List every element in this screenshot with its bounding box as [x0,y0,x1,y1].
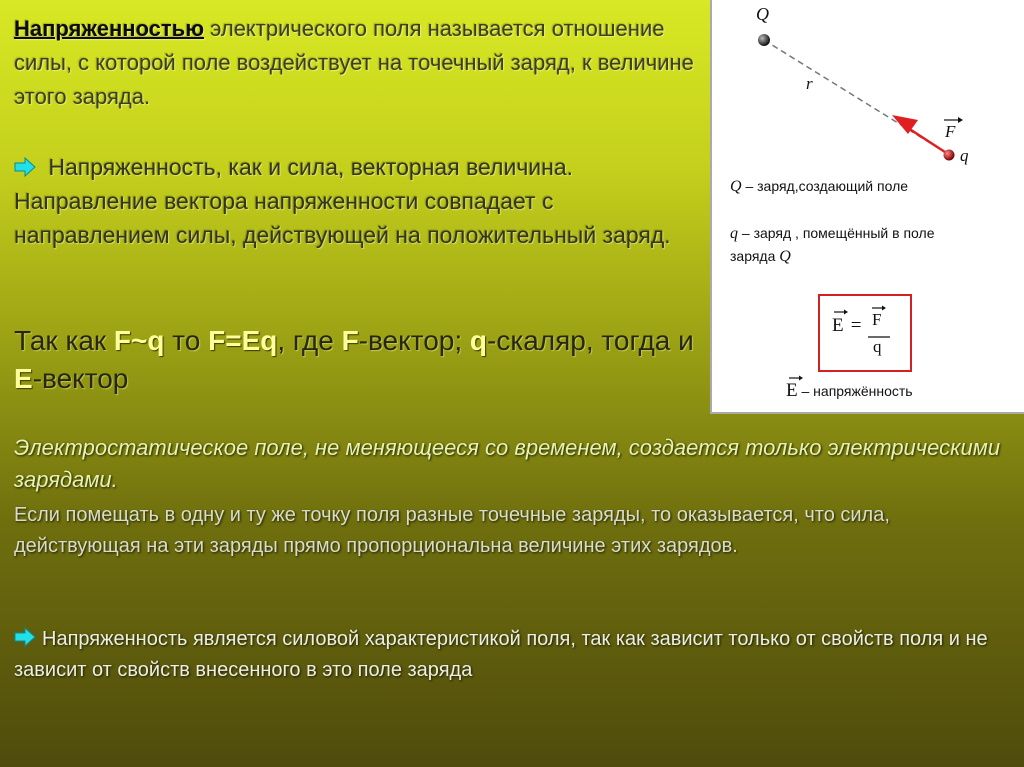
charge-Q [758,34,770,46]
F-vector-tip [958,117,963,123]
characteristic-text: Напряженность является силовой характеристикой поля, так как зависит только от свойств поля и не зависит от свойств внесенного в это поле заряда [14,628,988,681]
formula-text: -скаляр, тогда и [487,325,694,356]
vector-note-line1: Напряженность, как и сила, векторная величина. [42,154,574,180]
legend-q [730,222,934,268]
formula-E: E [832,315,844,336]
formula-denominator: q [873,337,882,356]
formula-equals: = [846,315,867,336]
characteristic-paragraph [14,624,1014,686]
proportionality-statement: Если помещать в одну и ту же точку поля разные точечные заряды, то оказывается, что сила, действующая на эти заряды прямо пропорциональна величине этих зарядов. [14,504,890,557]
vector-note-paragraph [14,150,704,252]
formula-text: -вектор [32,363,129,394]
formula-bold: F [341,325,359,356]
legend-E-text: – напряжённость [797,383,913,399]
legend-q-Q: Q [779,248,791,265]
legend-Q [730,178,908,196]
formula-text: то [164,325,209,356]
definition-paragraph [14,12,694,114]
formula-bold: E [14,363,33,394]
charge-q [944,150,955,161]
legend-q-symbol: q [730,225,738,242]
legend-q-text: – заряд , помещённый в поле [738,225,935,241]
vector-note-line2: Направление вектора напряженности совпадает с направлением силы, действующей на положительный заряд. [14,188,671,248]
arrow-right-icon [14,626,36,648]
legend-E-symbol: E [786,380,798,401]
formula-statement [14,322,704,398]
field-diagram-panel [710,0,1024,414]
legend-E [786,380,913,402]
label-q: q [960,146,969,165]
label-F: F [945,122,956,141]
definition-text: электрического поля называется отношение силы, с которой поле воздействует на точечный заряд, к величине этого заряда. [14,16,694,109]
formula-bold: q [469,325,488,356]
legend-Q-symbol: Q [730,178,742,195]
label-r: r [806,74,813,93]
definition-term: Напряженностью [14,16,204,41]
formula-bold: F~q [113,325,165,356]
formula-text: -вектор; [358,325,470,356]
formula-text: , где [277,325,342,356]
electrostatic-statement: Электростатическое поле, не меняющееся со временем, создается только электрическими зарядами. [14,435,1001,492]
label-Q: Q [756,4,769,24]
formula-bold: F=Eq [208,325,278,356]
legend-q-text-2: заряда [730,248,780,264]
legend-Q-text: – заряд,создающий поле [741,178,909,194]
formula-text: Так как [14,325,114,356]
arrow-right-icon [14,156,36,178]
force-arrow-shaft [908,128,948,154]
formula-numerator: F [872,310,882,329]
